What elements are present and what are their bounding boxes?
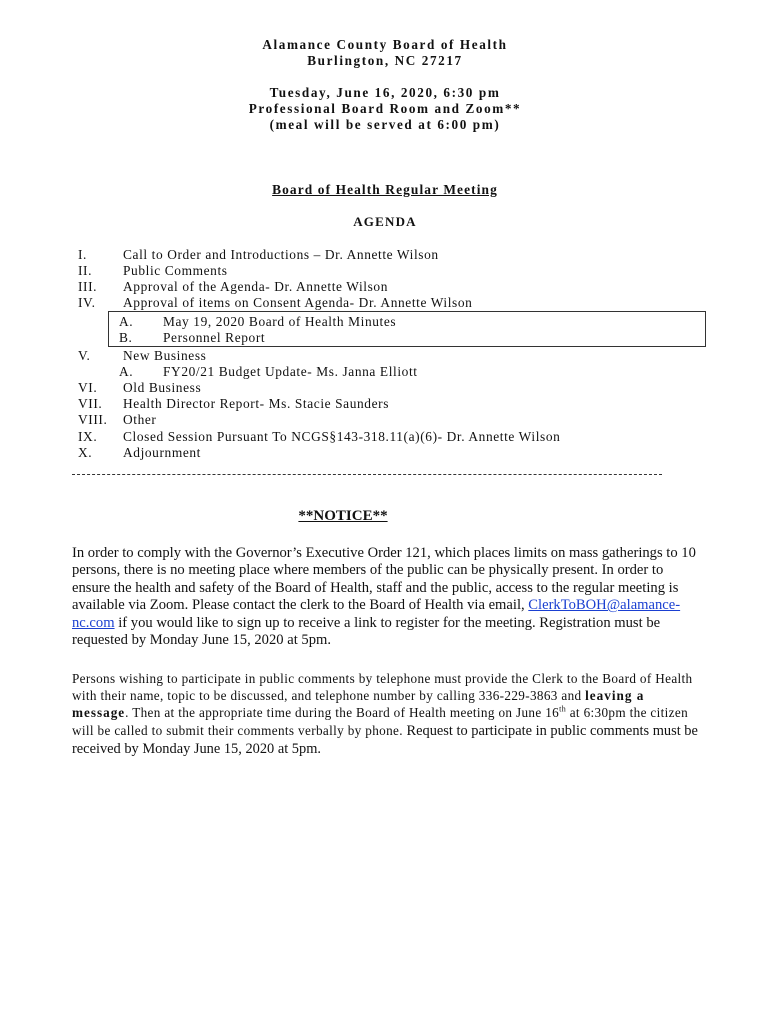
meeting-title: Board of Health Regular Meeting (272, 182, 498, 197)
agenda-document: Alamance County Board of Health Burlington, NC 27217 Tuesday, June 16, 2020, 6:30 pm Professional Board Room and Zoom** (meal will be served at 6:00 pm) Board of Health Regular Meeting AGENDA I. Call to Order and Introductions – Dr. Annette Wilson II. Public Comments III. Approval of the Agenda- Dr. Annette Wilson IV. Approval of items on Consent Agenda- Dr. Annette Wilson A. May 19, 2020 Board of Health Minutes B. Personnel Report V. New Business A. FY20/21 Budget Update- Ms. Janna Elliott VI. Old Business VII. Health Director Report- Ms. Stacie Saunders VIII. Other IX. Closed Session Pursuant To NCGS§143-318.11(a)(6)- Dr. Annette Wilson X. Adjournment **NOTICE** In order to comply with the Governor’s Executive Order 121, which places limits on mass gatherings to 10 persons, there is no meeting place where members of the public can be physically present. In order to ensure the health and safety of the Board of Health, staff and the public, access to the regular meeting is available via Zoom. Please contact the clerk to the Board of Health via email, ClerkToBOH@alamance-nc.com if you would like to sign up to receive a link to register for the meeting. Registration must be requested by Monday June 15, 2020 at 5pm. Persons wishing to participate in public comments by telephone must provide the Clerk to the Board of Health with their name, topic to be discussed, and telephone number by calling 336-229-3863 and leaving a message. Then at the appropriate time during the Board of Health meeting on June 16th at 6:30pm the citizen will be called to submit their comments verbally by phone. Request to participate in public comments must be received by Monday June 15, 2020 at 5pm. (0, 0, 770, 1024)
dashed-divider (72, 462, 662, 475)
board-address: Burlington, NC 27217 (307, 53, 463, 68)
meal-note: (meal will be served at 6:00 pm) (269, 117, 501, 132)
agenda-heading: AGENDA (353, 214, 417, 229)
public-comment-paragraph: Persons wishing to participate in public comments by telephone must provide the Clerk to the Board of Health with their name, topic to be discussed, and telephone number by calling 336-229-3863 and leaving a message. Then at the appropriate time during the Board of Health meeting on June 16th at 6:30pm the citizen will be called to submit their comments verbally by phone. Request to participate in public comments must be received by Monday June 15, 2020 at 5pm. (72, 671, 698, 757)
notice-heading: **NOTICE** (298, 508, 388, 524)
meeting-date: Tuesday, June 16, 2020, 6:30 pm (269, 85, 501, 100)
meeting-location: Professional Board Room and Zoom** (248, 101, 522, 116)
clerk-email-link[interactable]: ClerkToBOH@alamance-nc.com (72, 597, 681, 631)
board-name: Alamance County Board of Health (262, 37, 508, 52)
leaving-message-emphasis: leaving a message (72, 688, 645, 721)
notice-paragraph: In order to comply with the Governor’s Executive Order 121, which places limits on mass gatherings to 10 persons, there is no meeting place where members of the public can be physically present. In order to ensure the health and safety of the Board of Health, staff and the public, access to the regular meeting is available via Zoom. Please contact the clerk to the Board of Health via email, ClerkToBOH@alamance-nc.com if you would like to sign up to receive a link to register for the meeting. Registration must be requested by Monday June 15, 2020 at 5pm. (72, 545, 696, 649)
